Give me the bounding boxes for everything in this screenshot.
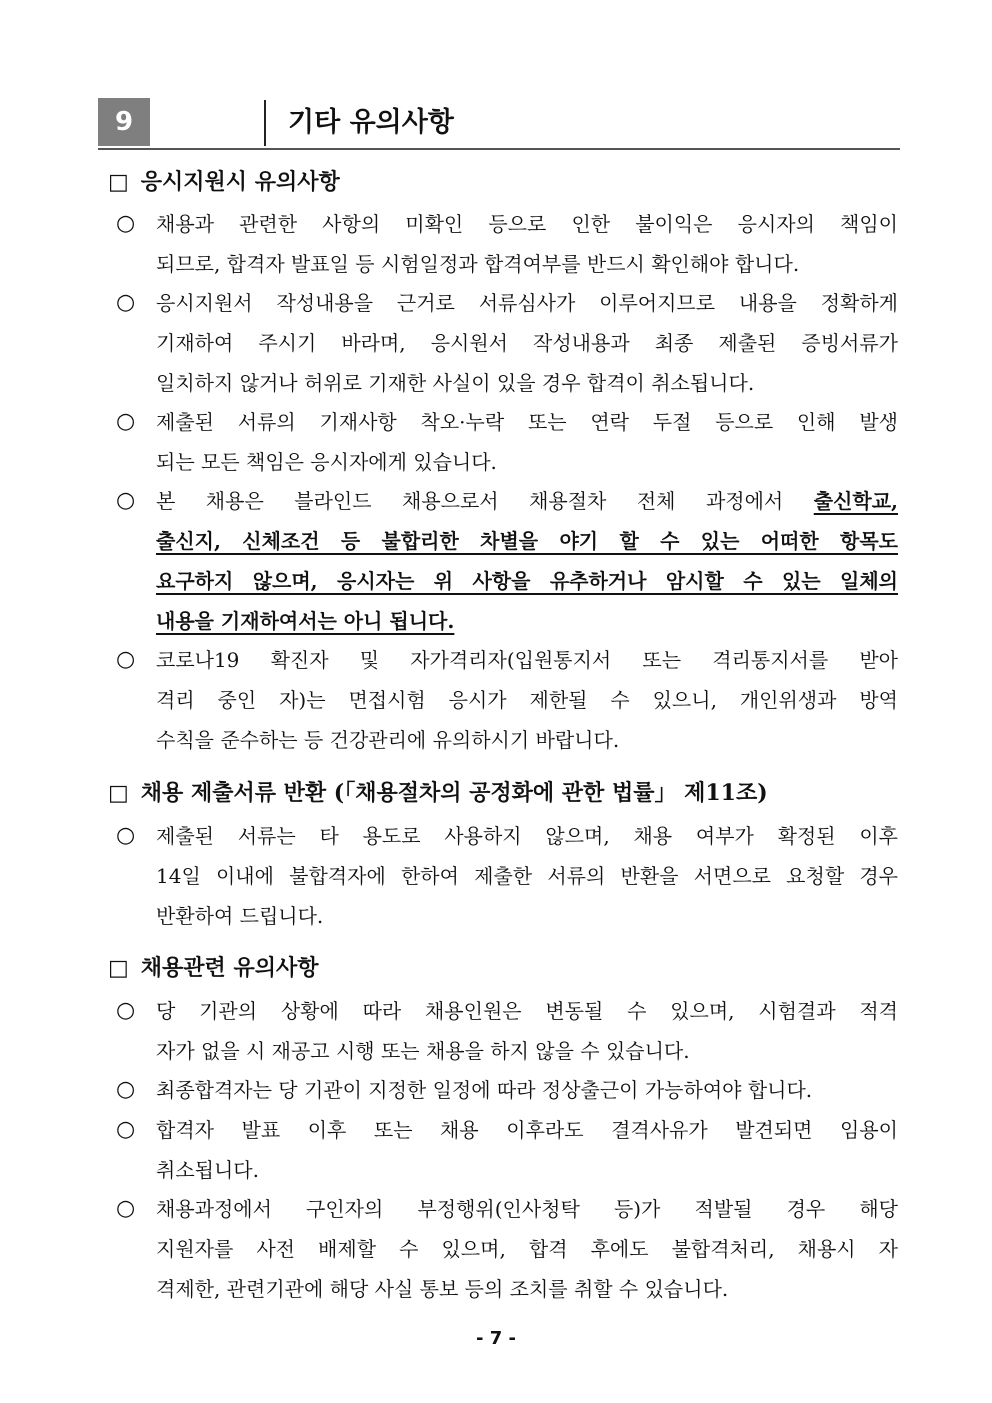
item-line: 14일 이내에 불합격자에 한하여 제출한 서류의 반환을 서면으로 요청할 경우 xyxy=(156,864,898,888)
emphasized-text: 요구하지 않으며, 응시자는 위 사항을 유추하거나 암시할 수 있는 일체의 xyxy=(156,569,898,593)
item-line: 채용과정에서 구인자의 부정행위(인사청탁 등)가 적발될 경우 해당 xyxy=(156,1197,898,1221)
item-line xyxy=(156,601,898,641)
circle-bullet-icon: ○ xyxy=(116,1196,136,1221)
checkbox-square-icon: □ xyxy=(108,169,129,195)
item-line: 지원자를 사전 배제할 수 있으며, 합격 후에도 불합격처리, 채용시 자 xyxy=(156,1237,898,1261)
list-item-blind-recruitment xyxy=(116,481,898,641)
circle-bullet-icon: ○ xyxy=(116,1077,136,1102)
subsection-heading-2 xyxy=(108,775,768,811)
item-line: 응시지원서 작성내용을 근거로 서류심사가 이루어지므로 내용을 정확하게 xyxy=(156,291,898,315)
emphasized-text: 내용을 기재하여서는 아니 됩니다. xyxy=(156,609,455,633)
circle-bullet-icon: ○ xyxy=(116,488,136,513)
item-line: 일치하지 않거나 허위로 기재한 사실이 있을 경우 합격이 취소됩니다. xyxy=(156,371,755,395)
item-line: 당 기관의 상황에 따라 채용인원은 변동될 수 있으며, 시험결과 적격 xyxy=(156,999,898,1023)
item-line: 격제한, 관련기관에 해당 사실 통보 등의 조치를 취할 수 있습니다. xyxy=(156,1277,729,1301)
item-text: 본 채용은 블라인드 채용으로서 채용절차 전체 과정에서 xyxy=(156,489,814,513)
header-divider xyxy=(264,100,266,146)
section-title: 기타 유의사항 xyxy=(288,107,454,138)
list-item xyxy=(116,1189,898,1309)
subsection-heading-1 xyxy=(108,164,340,200)
heading-text: 채용관련 유의사항 xyxy=(140,955,319,981)
item-line: 격리 중인 자)는 면접시험 응시가 제한될 수 있으니, 개인위생과 방역 xyxy=(156,688,898,712)
item-line: 취소됩니다. xyxy=(156,1158,259,1182)
section-number: 9 xyxy=(98,98,150,146)
circle-bullet-icon: ○ xyxy=(116,998,136,1023)
list-item xyxy=(116,1110,898,1190)
heading-text: 채용 제출서류 반환 (「채용절차의 공정화에 관한 법률」 제11조) xyxy=(140,780,768,806)
list-item xyxy=(116,640,898,760)
emphasized-text: 출신지, 신체조건 등 불합리한 차별을 야기 할 수 있는 어떠한 항목도 xyxy=(156,529,898,553)
item-line: 수칙을 준수하는 등 건강관리에 유의하시기 바랍니다. xyxy=(156,728,620,752)
circle-bullet-icon: ○ xyxy=(116,211,136,236)
list-item xyxy=(116,1070,898,1110)
list-item xyxy=(116,402,898,482)
item-line: 반환하여 드립니다. xyxy=(156,904,324,928)
item-line: 채용과 관련한 사항의 미확인 등으로 인한 불이익은 응시자의 책임이 xyxy=(156,212,898,236)
heading-text: 응시지원시 유의사항 xyxy=(140,169,340,195)
item-line: 자가 없을 시 재공고 시행 또는 채용을 하지 않을 수 있습니다. xyxy=(156,1039,690,1063)
item-line: 합격자 발표 이후 또는 채용 이후라도 결격사유가 발견되면 임용이 xyxy=(156,1118,898,1142)
list-item xyxy=(116,283,898,403)
circle-bullet-icon: ○ xyxy=(116,1117,136,1142)
item-line xyxy=(156,521,898,561)
emphasized-text: 출신학교, xyxy=(813,489,898,513)
section-header xyxy=(98,98,900,150)
circle-bullet-icon: ○ xyxy=(116,290,136,315)
page-number: - 7 - xyxy=(476,1328,516,1349)
checkbox-square-icon: □ xyxy=(108,780,129,806)
circle-bullet-icon: ○ xyxy=(116,647,136,672)
list-item xyxy=(116,991,898,1071)
item-line: 되므로, 합격자 발표일 등 시험일정과 합격여부를 반드시 확인해야 합니다. xyxy=(156,252,800,276)
item-line: 기재하여 주시기 바라며, 응시원서 작성내용과 최종 제출된 증빙서류가 xyxy=(156,331,898,355)
list-item xyxy=(116,204,898,284)
item-line: 최종합격자는 당 기관이 지정한 일정에 따라 정상출근이 가능하여야 합니다. xyxy=(156,1078,813,1102)
checkbox-square-icon: □ xyxy=(108,955,129,981)
circle-bullet-icon: ○ xyxy=(116,823,136,848)
item-line: 코로나19 확진자 및 자가격리자(입원통지서 또는 격리통지서를 받아 xyxy=(156,648,898,672)
item-line: 되는 모든 책임은 응시자에게 있습니다. xyxy=(156,450,497,474)
item-line: 제출된 서류의 기재사항 착오·누락 또는 연락 두절 등으로 인해 발생 xyxy=(156,410,898,434)
list-item xyxy=(116,816,898,936)
circle-bullet-icon: ○ xyxy=(116,409,136,434)
item-line: 제출된 서류는 타 용도로 사용하지 않으며, 채용 여부가 확정된 이후 xyxy=(156,824,898,848)
item-line xyxy=(156,481,898,521)
item-line xyxy=(156,561,898,601)
subsection-heading-3 xyxy=(108,950,318,986)
